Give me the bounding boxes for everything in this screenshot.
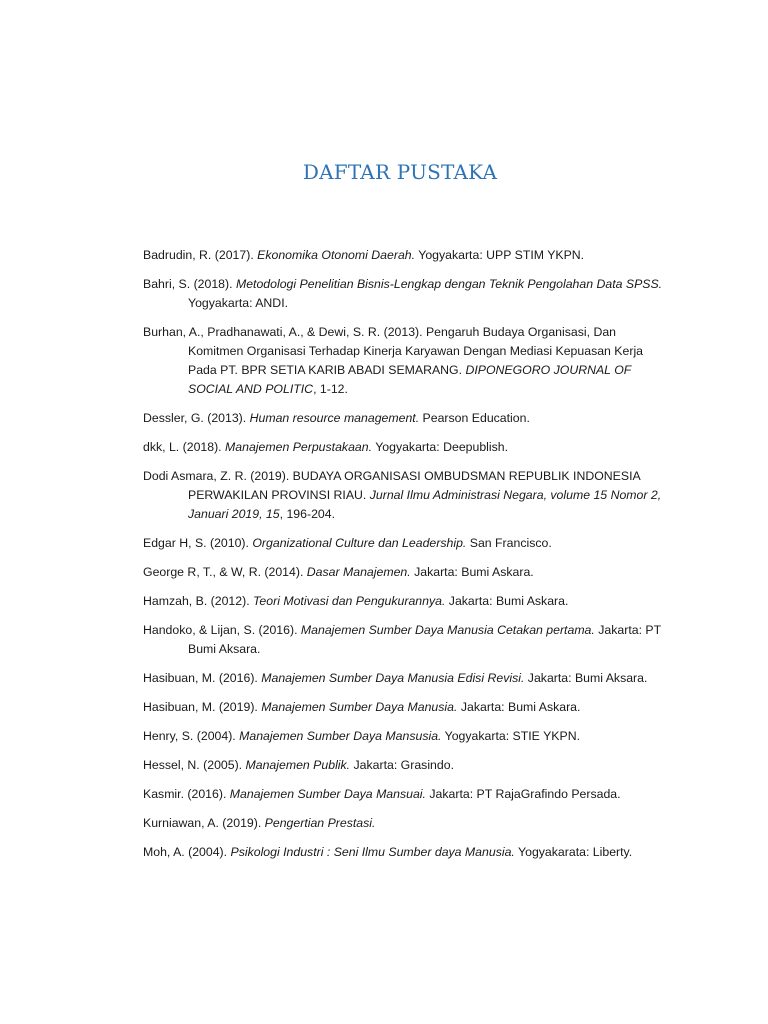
reference-publisher-part: Jakarta: PT RajaGrafindo Persada. bbox=[425, 787, 621, 801]
reference-author-part: George R, T., & W, R. (2014). bbox=[143, 565, 307, 579]
reference-author-part: Burhan, A., Pradhanawati, A., & Dewi, S. R. (2013). Pengaruh Budaya Organisasi, Dan Komitmen Organisasi Terhadap Kinerja Karyawan Dengan Mediasi Kepuasan Kerja Pada PT. BPR SETIA KARIB ABADI SEMARANG. bbox=[143, 325, 644, 377]
reference-entry bbox=[143, 438, 673, 457]
reference-entry bbox=[143, 843, 673, 862]
reference-entry bbox=[143, 275, 673, 313]
reference-entry bbox=[143, 727, 673, 746]
reference-title: Ekonomika Otonomi Daerah. bbox=[257, 248, 416, 262]
reference-title: Jurnal Ilmu Administrasi Negara, volume 15 Nomor 2, Januari 2019, 15 bbox=[188, 488, 662, 521]
reference-title: Manajemen Sumber Daya Manusia. bbox=[261, 700, 458, 714]
reference-entry bbox=[143, 246, 673, 265]
reference-publisher-part: Jakarta: Bumi Askara. bbox=[410, 565, 534, 579]
reference-entry bbox=[143, 814, 673, 833]
reference-entry bbox=[143, 563, 673, 582]
reference-entry bbox=[143, 669, 673, 688]
reference-author-part: Henry, S. (2004). bbox=[143, 729, 240, 743]
reference-author-part: Handoko, & Lijan, S. (2016). bbox=[143, 623, 301, 637]
reference-author-part: Hessel, N. (2005). bbox=[143, 758, 246, 772]
reference-entry bbox=[143, 467, 673, 524]
reference-publisher-part: Yogyakarta: STIE YKPN. bbox=[441, 729, 580, 743]
reference-publisher-part: Yogyakarta: UPP STIM YKPN. bbox=[415, 248, 585, 262]
reference-title: Manajemen Sumber Daya Mansuai. bbox=[229, 787, 426, 801]
reference-entry bbox=[143, 621, 673, 659]
reference-title: Psikologi Industri : Seni Ilmu Sumber daya Manusia. bbox=[230, 845, 515, 859]
reference-author-part: Hamzah, B. (2012). bbox=[143, 594, 254, 608]
reference-publisher-part: , 196-204. bbox=[279, 507, 336, 521]
reference-publisher-part: , 1-12. bbox=[313, 382, 348, 396]
reference-title: Manajemen Publik. bbox=[245, 758, 351, 772]
reference-title: Manajemen Sumber Daya Mansusia. bbox=[239, 729, 442, 743]
reference-publisher-part: Jakarta: Bumi Askara. bbox=[445, 594, 569, 608]
reference-publisher-part: Yogyakarata: Liberty. bbox=[514, 845, 633, 859]
reference-entry bbox=[143, 592, 673, 611]
reference-author-part: Kasmir. (2016). bbox=[143, 787, 230, 801]
reference-title: Dasar Manajemen. bbox=[306, 565, 411, 579]
reference-entry bbox=[143, 534, 673, 553]
reference-publisher-part: Pearson Education. bbox=[419, 411, 530, 425]
reference-entry bbox=[143, 756, 673, 775]
reference-author-part: Dodi Asmara, Z. R. (2019). BUDAYA ORGANISASI OMBUDSMAN REPUBLIK INDONESIA PERWAKILAN PROVINSI RIAU. bbox=[143, 469, 641, 502]
reference-author-part: Badrudin, R. (2017). bbox=[143, 248, 258, 262]
reference-publisher-part: Yogyakarta: Deepublish. bbox=[372, 440, 509, 454]
reference-title: Teori Motivasi dan Pengukurannya. bbox=[253, 594, 446, 608]
reference-author-part: Kurniawan, A. (2019). bbox=[143, 816, 265, 830]
reference-author-part: dkk, L. (2018). bbox=[143, 440, 226, 454]
reference-publisher-part: San Francisco. bbox=[466, 536, 552, 550]
reference-publisher-part: Yogyakarta: ANDI. bbox=[188, 296, 289, 310]
reference-title: Pengertian Prestasi. bbox=[264, 816, 376, 830]
reference-title: Manajemen Sumber Daya Manusia Cetakan pertama. bbox=[300, 623, 595, 637]
reference-publisher-part: Jakarta: Grasindo. bbox=[350, 758, 454, 772]
reference-entry bbox=[143, 698, 673, 717]
reference-title: Manajemen Perpustakaan. bbox=[225, 440, 372, 454]
reference-author-part: Bahri, S. (2018). bbox=[143, 277, 236, 291]
reference-entry bbox=[143, 785, 673, 804]
reference-entry bbox=[143, 323, 673, 399]
page-title: DAFTAR PUSTAKA bbox=[302, 160, 498, 184]
reference-author-part: Hasibuan, M. (2019). bbox=[143, 700, 262, 714]
reference-author-part: Hasibuan, M. (2016). bbox=[143, 671, 262, 685]
reference-title: Human resource management. bbox=[249, 411, 420, 425]
reference-publisher-part: Jakarta: Bumi Askara. bbox=[457, 700, 581, 714]
reference-entry bbox=[143, 409, 673, 428]
reference-title: DIPONEGORO JOURNAL OF SOCIAL AND POLITIC bbox=[188, 363, 632, 396]
reference-author-part: Moh, A. (2004). bbox=[143, 845, 231, 859]
reference-author-part: Dessler, G. (2013). bbox=[143, 411, 250, 425]
reference-publisher-part: Jakarta: Bumi Aksara. bbox=[524, 671, 648, 685]
reference-publisher-part: Jakarta: PT Bumi Aksara. bbox=[188, 623, 661, 656]
reference-title: Manajemen Sumber Daya Manusia Edisi Revisi. bbox=[261, 671, 525, 685]
reference-author-part: Edgar H, S. (2010). bbox=[143, 536, 253, 550]
reference-title: Organizational Culture dan Leadership. bbox=[252, 536, 467, 550]
reference-title: Metodologi Penelitian Bisnis-Lengkap dengan Teknik Pengolahan Data SPSS. bbox=[235, 277, 663, 291]
reference-list bbox=[143, 246, 673, 872]
